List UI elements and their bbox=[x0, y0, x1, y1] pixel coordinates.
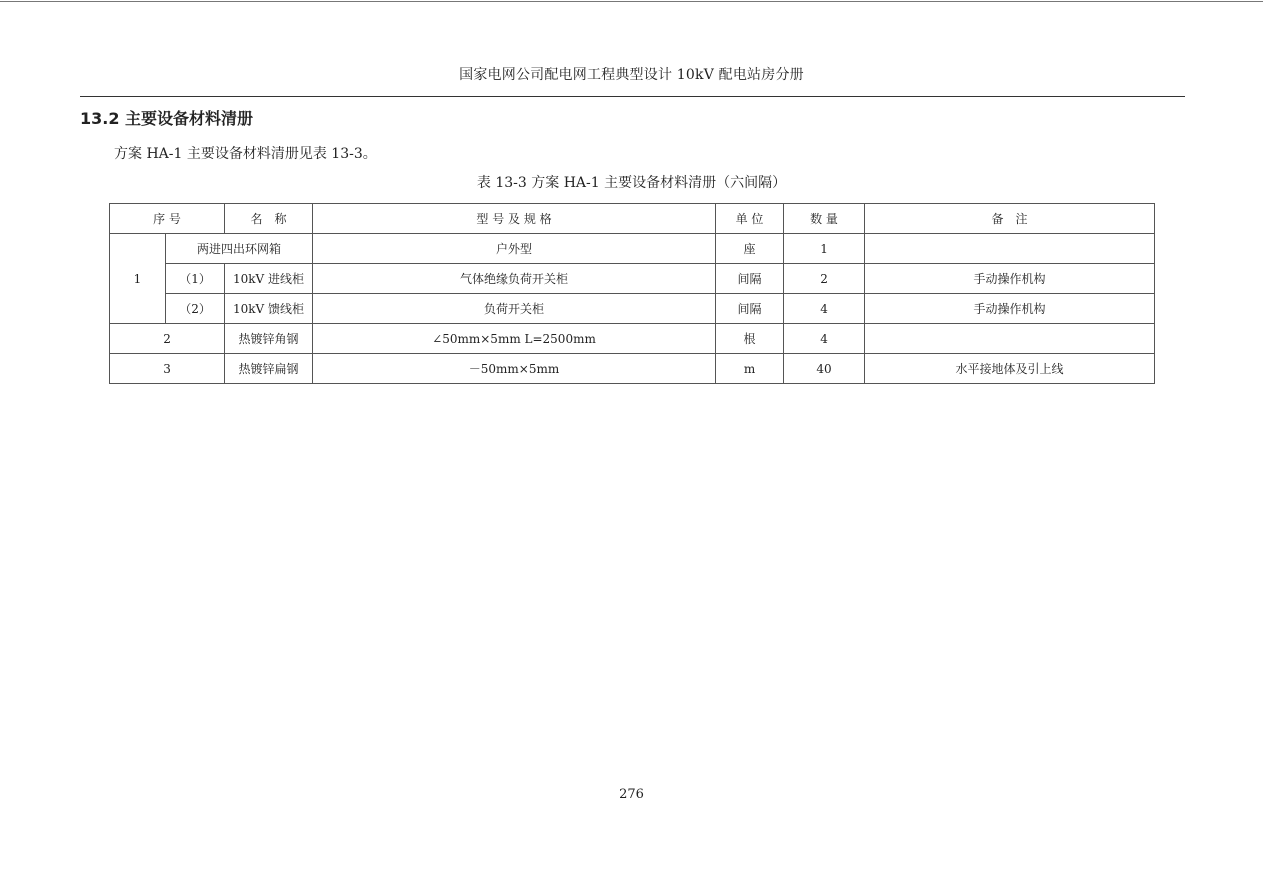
row-sub-seq: （1） bbox=[166, 264, 225, 294]
row-seq: 1 bbox=[110, 234, 166, 324]
table-row bbox=[110, 324, 1155, 354]
table-row bbox=[110, 264, 1155, 294]
materials-table bbox=[109, 203, 1155, 384]
row-remark: 手动操作机构 bbox=[865, 264, 1155, 294]
intro-paragraph: 方案 HA-1 主要设备材料清册见表 13-3。 bbox=[114, 146, 377, 162]
page-number: 276 bbox=[619, 787, 644, 802]
row-spec: 气体绝缘负荷开关柜 bbox=[313, 264, 716, 294]
row-qty: 4 bbox=[784, 324, 865, 354]
row-unit: 根 bbox=[716, 324, 784, 354]
header-spec: 型 号 及 规 格 bbox=[313, 204, 716, 234]
table-caption: 表 13-3 方案 HA-1 主要设备材料清册（六间隔） bbox=[476, 175, 787, 191]
header-seq: 序 号 bbox=[110, 204, 225, 234]
table-row bbox=[110, 354, 1155, 384]
row-unit: 座 bbox=[716, 234, 784, 264]
row-sub-seq: （2） bbox=[166, 294, 225, 324]
row-unit: m bbox=[716, 354, 784, 384]
header-rule bbox=[80, 96, 1185, 97]
row-seq: 3 bbox=[110, 354, 225, 384]
table-row bbox=[110, 234, 1155, 264]
row-name: 10kV 馈线柜 bbox=[225, 294, 313, 324]
row-qty: 1 bbox=[784, 234, 865, 264]
row-name: 两进四出环网箱 bbox=[166, 234, 313, 264]
row-spec: ∠50mm×5mm L=2500mm bbox=[313, 324, 716, 354]
row-seq: 2 bbox=[110, 324, 225, 354]
row-remark bbox=[865, 324, 1155, 354]
row-spec: 户外型 bbox=[313, 234, 716, 264]
row-qty: 4 bbox=[784, 294, 865, 324]
row-name: 热镀锌扁钢 bbox=[225, 354, 313, 384]
row-qty: 2 bbox=[784, 264, 865, 294]
row-spec: 负荷开关柜 bbox=[313, 294, 716, 324]
row-name: 热镀锌角钢 bbox=[225, 324, 313, 354]
row-name: 10kV 进线柜 bbox=[225, 264, 313, 294]
row-remark: 水平接地体及引上线 bbox=[865, 354, 1155, 384]
header-unit: 单 位 bbox=[716, 204, 784, 234]
top-border-line bbox=[0, 1, 1263, 2]
table-header-row bbox=[110, 204, 1155, 234]
row-remark bbox=[865, 234, 1155, 264]
header-remark: 备 注 bbox=[865, 204, 1155, 234]
section-title: 13.2 主要设备材料清册 bbox=[80, 109, 254, 128]
header-qty: 数 量 bbox=[784, 204, 865, 234]
row-unit: 间隔 bbox=[716, 294, 784, 324]
row-spec: －50mm×5mm bbox=[313, 354, 716, 384]
row-qty: 40 bbox=[784, 354, 865, 384]
row-remark: 手动操作机构 bbox=[865, 294, 1155, 324]
table-row bbox=[110, 294, 1155, 324]
header-name: 名 称 bbox=[225, 204, 313, 234]
row-unit: 间隔 bbox=[716, 264, 784, 294]
running-header: 国家电网公司配电网工程典型设计 10kV 配电站房分册 bbox=[459, 67, 804, 83]
